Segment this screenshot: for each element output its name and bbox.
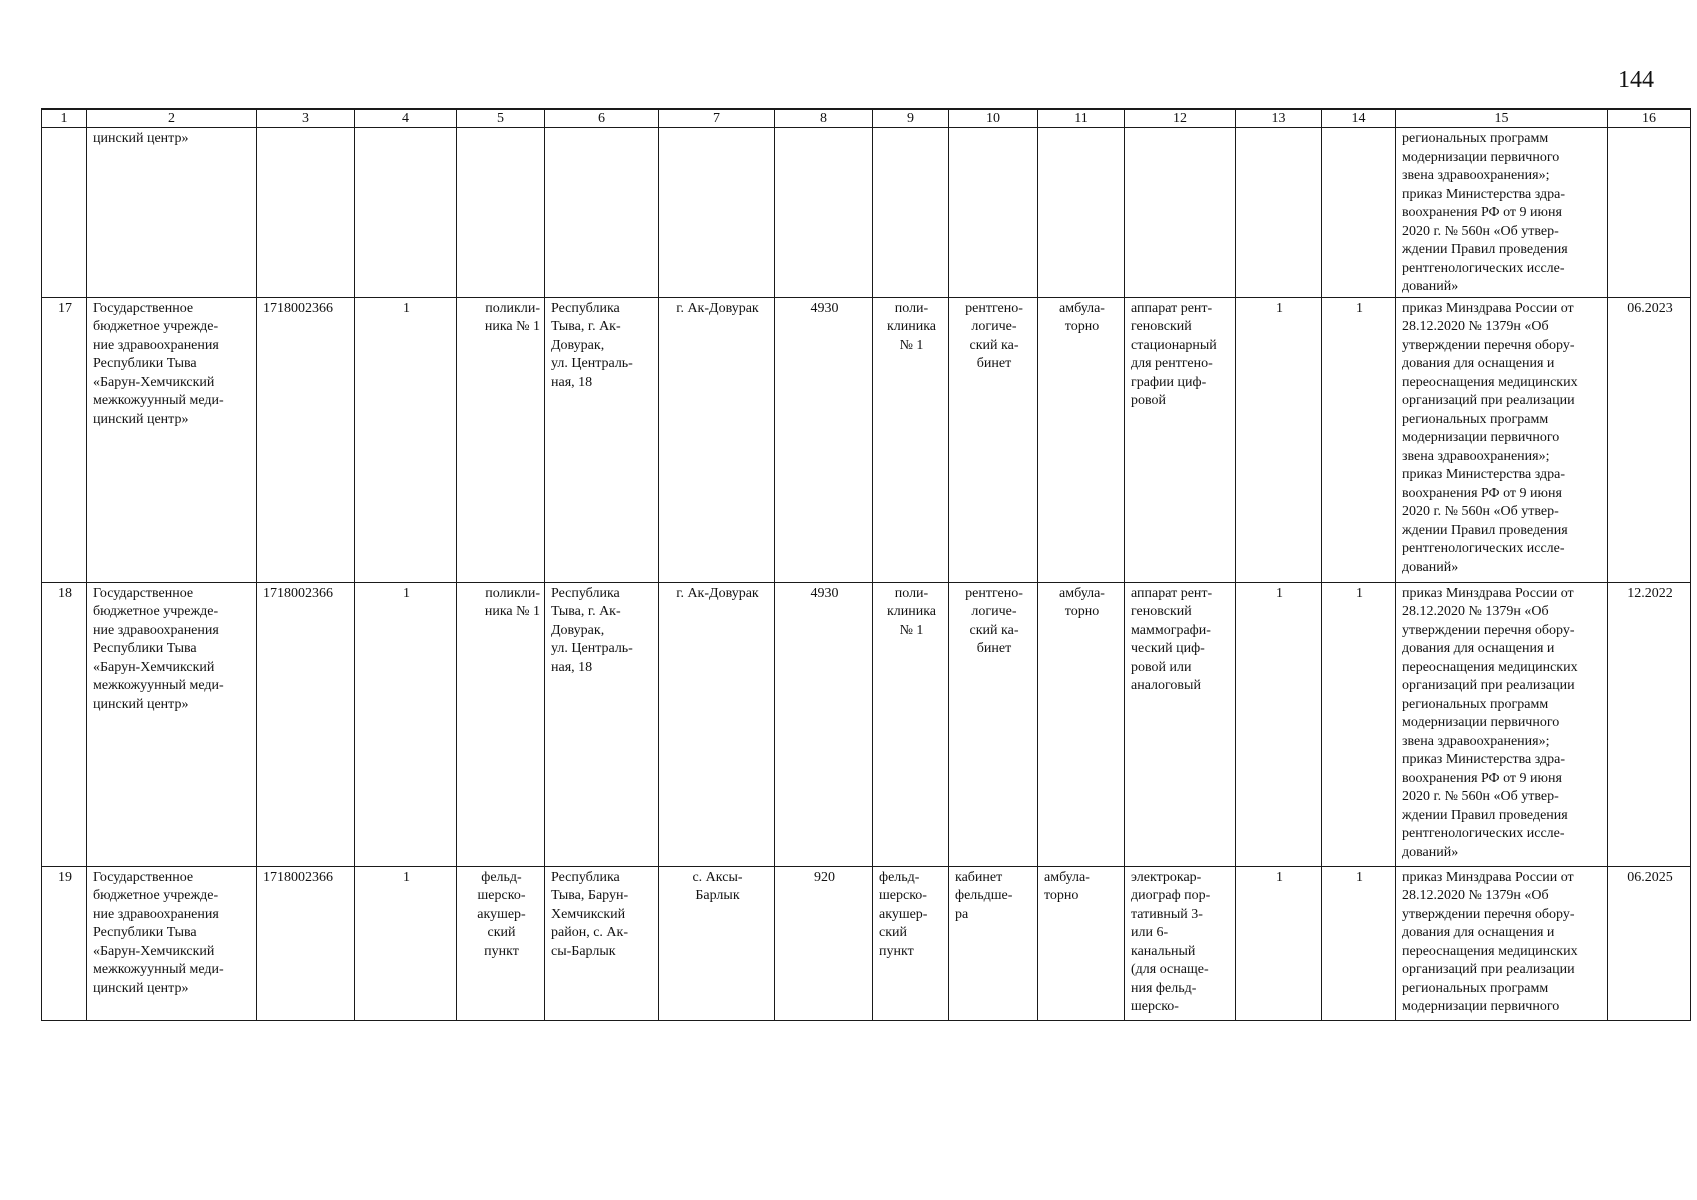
cell-equipment: [1125, 866, 1236, 1020]
cell-organization: [87, 866, 257, 1020]
cell-col11: [1038, 866, 1125, 1020]
cell-col13: 1: [1236, 866, 1322, 1020]
basis-text: региональных программ модернизации первичного звена здравоохранения»; приказ Министерства здра- воохранения РФ от 9 июня 2020 г. № 560н «Об утвер- ждении Правил проведения рентгенологических иссле- дований»: [1402, 131, 1568, 294]
cell-date: [1608, 128, 1691, 298]
cell-col11: [1038, 297, 1125, 582]
cell-col11: [1038, 582, 1125, 866]
cell-locality: [659, 297, 775, 582]
basis-text: приказ Минздрава России от 28.12.2020 № 1379н «Об утверждении перечня обору- дования для оснащения и переоснащения медицинских организаций при реализации региональных программ модернизации первичного: [1402, 869, 1578, 1014]
cell-basis: [1396, 866, 1608, 1020]
column-header: 3: [257, 109, 355, 128]
basis-text: приказ Минздрава России от 28.12.2020 № 1379н «Об утверждении перечня обору- дования для оснащения и переоснащения медицинских организаций при реализации региональных программ модернизации первичного звена здравоохранения»; приказ Министерства здра- воохранения РФ от 9 июня 2020 г. № 560н «Об утвер- ждении Правил проведения рентгенологических иссле- дований»: [1402, 585, 1578, 860]
address-text: Республика Тыва, г. Ак- Довурак, ул. Централь- ная, 18: [551, 300, 633, 390]
cell-date: 06.2025: [1608, 866, 1691, 1020]
cell-col14: [1322, 128, 1396, 298]
cell-col14: 1: [1322, 866, 1396, 1020]
cell-col10: [949, 128, 1038, 298]
cell-basis: [1396, 128, 1608, 298]
cell-col4: [355, 128, 457, 298]
mode-text: амбула- торно: [1059, 585, 1105, 619]
unit-text: фельд- шерско- акушер- ский пункт: [477, 869, 526, 959]
cell-col5: [457, 128, 545, 298]
cell-col4: 1: [355, 866, 457, 1020]
cell-col13: [1236, 128, 1322, 298]
column-header: 16: [1608, 109, 1691, 128]
continuation-row: [42, 128, 1691, 298]
locality-text: с. Аксы- Барлык: [692, 869, 743, 903]
cell-col8: 920: [775, 866, 873, 1020]
address-text: Республика Тыва, г. Ак- Довурак, ул. Централь- ная, 18: [551, 585, 633, 675]
address-text: Республика Тыва, Барун- Хемчикский район, с. Ак- сы-Барлык: [551, 869, 629, 959]
table-row: [42, 582, 1691, 866]
column-header: 7: [659, 109, 775, 128]
locality-text: г. Ак-Довурак: [676, 300, 759, 316]
equipment-text: электрокар- диограф пор- тативный 3- или 6- канальный (для оснаще- ния фельд- шерско-: [1131, 869, 1211, 1014]
table-row: [42, 866, 1691, 1020]
equipment-text: аппарат рент- геновский маммографи- ческий циф- ровой или аналоговый: [1131, 585, 1213, 693]
cell-address: [545, 582, 659, 866]
cell-col13: 1: [1236, 297, 1322, 582]
cell-col5: [457, 582, 545, 866]
cell-col10: [949, 866, 1038, 1020]
organization-text: Государственное бюджетное учрежде- ние здравоохранения Республики Тыва «Барун-Хемчикский межкожуунный меди- цинский центр»: [93, 869, 224, 996]
room-text: рентгено- логиче- ский ка- бинет: [965, 585, 1023, 656]
column-header: 9: [873, 109, 949, 128]
column-header: 5: [457, 109, 545, 128]
cell-col9: [873, 866, 949, 1020]
basis-text: приказ Минздрава России от 28.12.2020 № 1379н «Об утверждении перечня обору- дования для оснащения и переоснащения медицинских организаций при реализации региональных программ модернизации первичного звена здравоохранения»; приказ Министерства здра- воохранения РФ от 9 июня 2020 г. № 560н «Об утвер- ждении Правил проведения рентгенологических иссле- дований»: [1402, 300, 1578, 575]
cell-col9: [873, 297, 949, 582]
column-header: 12: [1125, 109, 1236, 128]
column-header: 15: [1396, 109, 1608, 128]
mode-text: амбула- торно: [1059, 300, 1105, 334]
subdivision-text: поли- клиника № 1: [886, 300, 937, 353]
cell-inn: 1718002366: [257, 582, 355, 866]
cell-col10: [949, 582, 1038, 866]
column-header: 11: [1038, 109, 1125, 128]
cell-number: [42, 128, 87, 298]
cell-equipment: [1125, 582, 1236, 866]
cell-col8: [775, 128, 873, 298]
cell-address: [545, 866, 659, 1020]
column-header: 8: [775, 109, 873, 128]
cell-number: 17: [42, 297, 87, 582]
column-header: 1: [42, 109, 87, 128]
table-row: [42, 297, 1691, 582]
cell-basis: [1396, 582, 1608, 866]
equipment-table: [41, 108, 1691, 1021]
subdivision-text: поли- клиника № 1: [886, 585, 937, 638]
cell-col8: 4930: [775, 297, 873, 582]
cell-locality: [659, 582, 775, 866]
mode-text: амбула- торно: [1044, 869, 1090, 903]
column-header: 13: [1236, 109, 1322, 128]
equipment-text: аппарат рент- геновский стационарный для рентгено- графии циф- ровой: [1131, 300, 1217, 408]
cell-organization: [87, 297, 257, 582]
organization-text: Государственное бюджетное учрежде- ние здравоохранения Республики Тыва «Барун-Хемчикский межкожуунный меди- цинский центр»: [93, 585, 224, 712]
organization-text: цинский центр»: [93, 131, 189, 146]
cell-col4: 1: [355, 582, 457, 866]
cell-basis: [1396, 297, 1608, 582]
room-text: кабинет фельдше- ра: [955, 869, 1013, 922]
column-number-row: [42, 109, 1691, 128]
cell-inn: [257, 128, 355, 298]
cell-address: [545, 128, 659, 298]
unit-text: поликли- ника № 1: [484, 300, 540, 334]
cell-col14: 1: [1322, 582, 1396, 866]
unit-text: поликли- ника № 1: [484, 585, 540, 619]
cell-col9: [873, 128, 949, 298]
cell-number: 18: [42, 582, 87, 866]
cell-col5: [457, 297, 545, 582]
cell-number: 19: [42, 866, 87, 1020]
cell-organization: [87, 128, 257, 298]
room-text: рентгено- логиче- ский ка- бинет: [965, 300, 1023, 371]
cell-locality: [659, 866, 775, 1020]
cell-col5: [457, 866, 545, 1020]
cell-date: 12.2022: [1608, 582, 1691, 866]
subdivision-text: фельд- шерско- акушер- ский пункт: [879, 869, 928, 959]
organization-text: Государственное бюджетное учрежде- ние здравоохранения Республики Тыва «Барун-Хемчикский межкожуунный меди- цинский центр»: [93, 300, 224, 427]
cell-inn: 1718002366: [257, 866, 355, 1020]
cell-address: [545, 297, 659, 582]
cell-col10: [949, 297, 1038, 582]
column-header: 14: [1322, 109, 1396, 128]
cell-equipment: [1125, 297, 1236, 582]
cell-locality: [659, 128, 775, 298]
cell-col9: [873, 582, 949, 866]
cell-col11: [1038, 128, 1125, 298]
column-header: 6: [545, 109, 659, 128]
column-header: 10: [949, 109, 1038, 128]
cell-organization: [87, 582, 257, 866]
column-header: 2: [87, 109, 257, 128]
cell-col4: 1: [355, 297, 457, 582]
cell-equipment: [1125, 128, 1236, 298]
page-number: 144: [1618, 67, 1654, 93]
cell-col8: 4930: [775, 582, 873, 866]
cell-col14: 1: [1322, 297, 1396, 582]
locality-text: г. Ак-Довурак: [676, 585, 759, 601]
column-header: 4: [355, 109, 457, 128]
cell-inn: 1718002366: [257, 297, 355, 582]
cell-date: 06.2023: [1608, 297, 1691, 582]
cell-col13: 1: [1236, 582, 1322, 866]
